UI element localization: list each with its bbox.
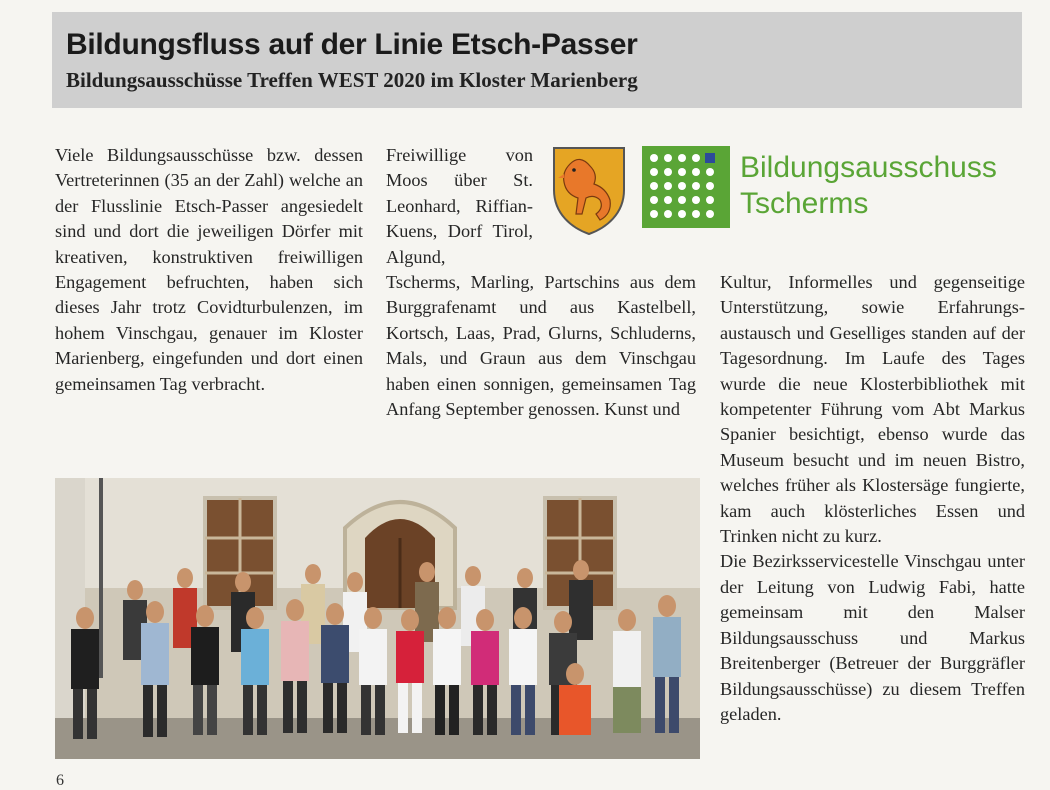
bildungsausschuss-logo-text bbox=[740, 150, 997, 222]
article-column-3 bbox=[720, 270, 1025, 727]
column-1-text: Viele Bildungsausschüsse bzw. dessen Vertreterinnen (35 an der Zahl) welche an der Flusslinie Etsch-Passer angesiedelt sind und dort die jeweiligen Dörfer mit kreativen, konstruktiven freiwilligen Engagement befruchten, haben sich dieses Jahr trotz Covidturbulenzen, im hohem Vinschgau, genauer im Kloster Marienberg, eingefunden und dort einen gemeinsamen Tag verbracht. bbox=[55, 145, 363, 394]
column-3-paragraph-2: Die Bezirksservicestelle Vinschgau unter der Leitung von Ludwig Fabi, hatte gemeinsam mit den Malser Bildungsausschuss und Markus Breitenberger (Betreuer der Burggräfler Bildungsausschüsse) zu diesem Treffen geladen. bbox=[720, 551, 1025, 724]
column-2-top-text: Freiwillige von Moos über St. Leonhard, Riffian-Kuens, Dorf Tirol, Algund, bbox=[386, 145, 533, 267]
group-photo bbox=[55, 478, 700, 759]
column-3-paragraph-1: Kultur, Informelles und gegenseitige Unterstützung, sowie Erfahrungsaustausch und Geselliges standen auf der Tagesordnung. Im Laufe des Tages wurde die neue Klosterbibliothek mit kompetenter Führung vom Abt Markus Spanier besichtigt, ebenso wurde das Museum besucht und im neuen Bistro, welches früher als Klostersäge fungierte, kam auch klösterliches Essen und Trinken nicht zu kurz. bbox=[720, 272, 1025, 547]
article-column-2-top bbox=[386, 143, 533, 270]
logo-line-2: Tscherms bbox=[740, 187, 869, 220]
coat-of-arms-icon bbox=[550, 144, 628, 236]
article-subheadline: Bildungsausschüsse Treffen WEST 2020 im Kloster Marienberg bbox=[66, 68, 638, 92]
article-headline: Bildungsfluss auf der Linie Etsch-Passer bbox=[66, 28, 638, 61]
article-column-2-bottom bbox=[386, 270, 696, 422]
article-column-1 bbox=[55, 143, 363, 397]
logo-line-1: Bildungsausschuss bbox=[740, 151, 997, 184]
bildungsausschuss-logo-icon bbox=[642, 146, 730, 228]
column-2-bottom-text: Tscherms, Marling, Partschins aus dem Burggrafenamt und aus Kastelbell, Kortsch, Laas, Prad, Glurns, Schluderns, Mals, und Graun aus dem Vinschgau haben einen sonnigen, gemeinsamen Tag Anfang September genossen. Kunst und bbox=[386, 272, 696, 420]
page-number: 6 bbox=[56, 772, 64, 789]
